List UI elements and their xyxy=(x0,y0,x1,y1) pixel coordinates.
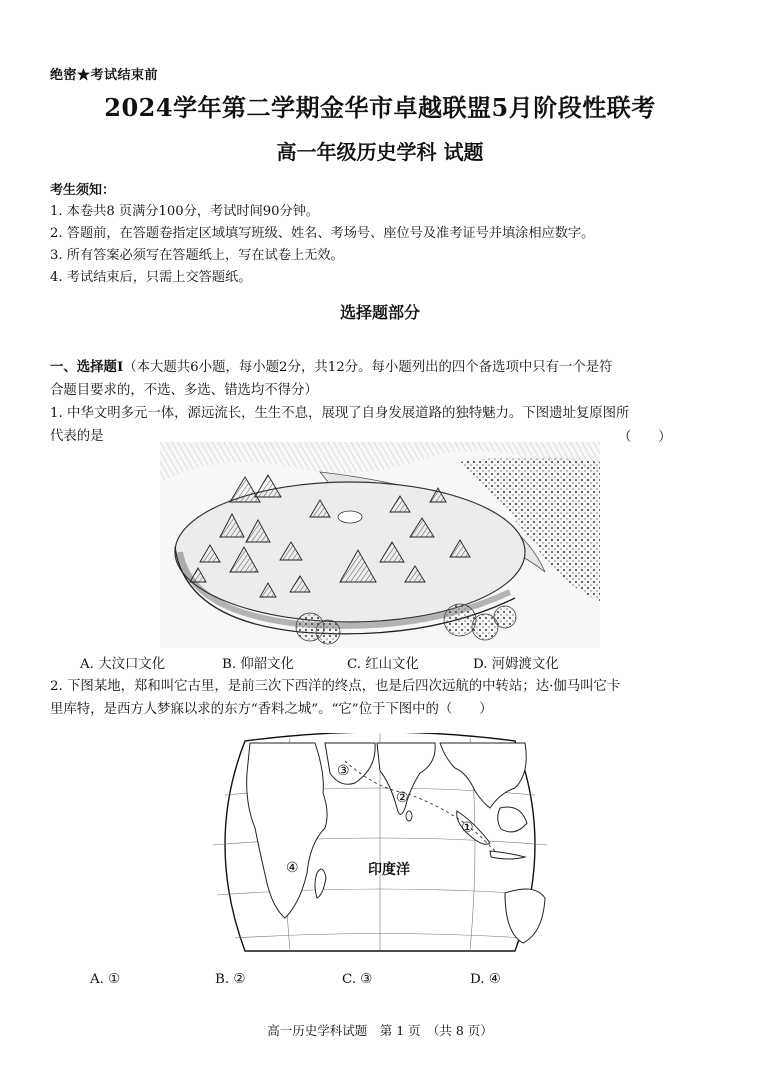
notice-item: 3. 所有答案必须写在答题纸上，写在试卷上无效。 xyxy=(50,248,344,263)
exam-subtitle: 高一年级历史学科 试题 xyxy=(276,140,484,164)
part1-instructions-line2: 合题目要求的，不选、多选、错选均不得分） xyxy=(50,383,318,398)
indian-ocean-map xyxy=(205,733,555,956)
page-footer: 高一历史学科试题 第 1 页 （共 8 页） xyxy=(267,1023,493,1038)
notice-item: 1. 本卷共8 页满分100分，考试时间90分钟。 xyxy=(50,204,320,219)
map-marker-2: ② xyxy=(396,790,409,806)
q1-option-d[interactable]: D. 河姆渡文化 xyxy=(473,657,559,672)
q1-option-a[interactable]: A. 大汶口文化 xyxy=(80,657,166,672)
q2-stem-line1: 2. 下图某地，郑和叫它古里，是前三次下西洋的终点，也是后四次远航的中转站；达·伽马叫它卡 xyxy=(50,679,621,694)
exam-title: 2024学年第二学期金华市卓越联盟5月阶段性联考 xyxy=(104,93,656,122)
q1-stem-line1: 1. 中华文明多元一体，源远流长，生生不息，展现了自身发展道路的独特魅力。下图遗址复原图所 xyxy=(50,406,630,421)
q2-option-b[interactable]: B. ② xyxy=(215,972,246,987)
question-2-stem xyxy=(50,675,720,721)
part1-instructions xyxy=(50,356,720,402)
q2-option-d[interactable]: D. ④ xyxy=(470,972,501,987)
site-reconstruction-illustration xyxy=(160,442,600,648)
map-marker-4: ④ xyxy=(286,860,299,876)
part1-heading: 一、选择题Ⅰ xyxy=(50,359,124,375)
q2-option-a[interactable]: A. ① xyxy=(90,972,121,987)
notice-item: 2. 答题前，在答题卷指定区域填写班级、姓名、考场号、座位号及准考证号并填涂相应数字。 xyxy=(50,226,595,241)
q1-option-c[interactable]: C. 红山文化 xyxy=(347,657,419,672)
q1-option-b[interactable]: B. 仰韶文化 xyxy=(222,657,294,672)
q2-stem-line2: 里库特，是西方人梦寐以求的东方“香料之城”。“它”位于下图中的（ ） xyxy=(50,702,493,717)
notice-heading: 考生须知： xyxy=(50,183,116,198)
part1-instructions-line1: （本大题共6小题，每小题2分，共12分。每小题列出的四个备选项中只有一个是符 xyxy=(123,360,613,375)
notice-item: 4. 考试结束后，只需上交答题纸。 xyxy=(50,270,252,285)
confidential-label: 绝密★考试结束前 xyxy=(50,68,159,83)
map-marker-3: ③ xyxy=(337,763,350,779)
map-label-indian-ocean: 印度洋 xyxy=(368,862,410,878)
q2-option-c[interactable]: C. ③ xyxy=(342,972,373,987)
q1-answer-bracket: （ ） xyxy=(618,430,672,445)
map-marker-1: ① xyxy=(461,820,474,836)
section-title: 选择题部分 xyxy=(339,303,420,322)
q1-stem-line2: 代表的是 xyxy=(50,429,104,444)
